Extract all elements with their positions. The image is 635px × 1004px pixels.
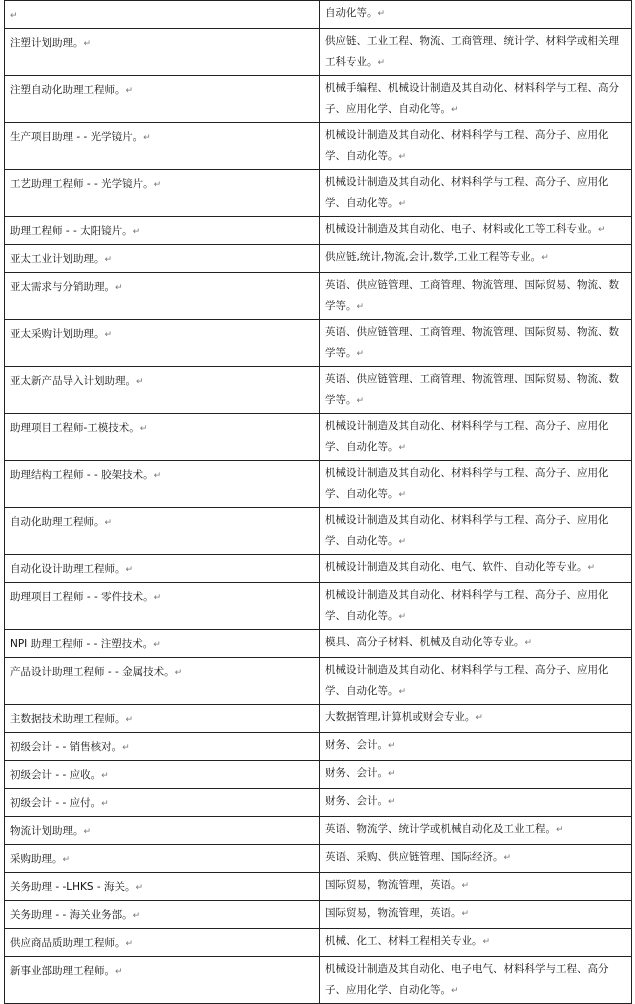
- table-row: [5, 817, 632, 845]
- table-row: [5, 367, 632, 414]
- major-cell: [320, 76, 632, 123]
- paragraph-mark-icon: ↵: [101, 799, 109, 809]
- table-row: [5, 789, 632, 817]
- paragraph-mark-icon: ↵: [398, 687, 407, 697]
- major-requirement: 财务、会计。: [325, 795, 388, 807]
- major-cell: [320, 658, 632, 705]
- table-row: [5, 76, 632, 123]
- major-cell: [320, 957, 632, 1004]
- paragraph-mark-icon: ↵: [398, 612, 407, 622]
- paragraph-mark-icon: ↵: [398, 490, 407, 500]
- major-cell: [320, 29, 632, 76]
- major-cell: [320, 123, 632, 170]
- table-row: [5, 705, 632, 733]
- paragraph-mark-icon: ↵: [451, 986, 459, 996]
- major-requirement: 机械手编程、机械设计制造及其自动化、材料科学与工程、高分子、应用化学、自动化等。: [325, 82, 619, 115]
- position-cell: [5, 29, 320, 76]
- paragraph-mark-icon: ↵: [135, 883, 144, 893]
- major-cell: [320, 630, 632, 658]
- major-cell: [320, 320, 632, 367]
- major-requirement: 机械设计制造及其自动化、材料科学与工程、高分子、应用化学、自动化等。: [325, 514, 609, 547]
- position-name: 亚太工业计划助理。: [10, 253, 105, 265]
- table-row: [5, 1, 632, 29]
- major-requirement: 供应链,统计,物流,会计,数学,工业工程等专业。: [325, 251, 542, 263]
- table-row: [5, 217, 632, 245]
- position-cell: [5, 555, 320, 583]
- paragraph-mark-icon: ↵: [153, 640, 161, 650]
- table-row: [5, 273, 632, 320]
- paragraph-mark-icon: ↵: [598, 225, 606, 235]
- major-requirement: 机械设计制造及其自动化、材料科学与工程、高分子、应用化学、自动化等。: [325, 467, 609, 500]
- table-row: [5, 583, 632, 630]
- paragraph-mark-icon: ↵: [153, 593, 162, 603]
- major-cell: [320, 1, 632, 29]
- position-name: 新事业部助理工程师。: [10, 965, 115, 977]
- paragraph-mark-icon: ↵: [388, 769, 396, 779]
- major-requirement: 机械、化工、材料工程相关专业。: [325, 935, 483, 947]
- paragraph-mark-icon: ↵: [398, 443, 407, 453]
- major-requirement: 自动化等。: [325, 7, 378, 19]
- table-row: [5, 320, 632, 367]
- paragraph-mark-icon: ↵: [136, 377, 144, 387]
- position-name: 生产项目助理 - - 光学镜片。: [10, 131, 144, 143]
- major-cell: [320, 414, 632, 461]
- major-requirement: 机械设计制造及其自动化、电子、材料或化工等工科专业。: [325, 223, 598, 235]
- major-cell: [320, 733, 632, 761]
- major-cell: [320, 929, 632, 957]
- paragraph-mark-icon: ↵: [475, 713, 483, 723]
- major-cell: [320, 845, 632, 873]
- major-cell: [320, 245, 632, 273]
- major-requirement: 英语、供应链管理、工商管理、物流管理、国际贸易、物流、数学等。: [325, 279, 619, 312]
- position-name: 助理工程师 - - 太阳镜片。: [10, 225, 133, 237]
- paragraph-mark-icon: ↵: [398, 537, 407, 547]
- table-row: [5, 170, 632, 217]
- table-row: [5, 29, 632, 76]
- position-name: 关务助理 - - 海关业务部。: [10, 909, 133, 921]
- position-cell: [5, 170, 320, 217]
- table-row: [5, 245, 632, 273]
- major-cell: [320, 170, 632, 217]
- table-row: [5, 845, 632, 873]
- document-page: [4, 0, 631, 1004]
- paragraph-mark-icon: ↵: [125, 86, 134, 96]
- major-cell: [320, 817, 632, 845]
- position-cell: [5, 789, 320, 817]
- paragraph-mark-icon: ↵: [398, 152, 407, 162]
- position-name: 初级会计 - - 应付。: [10, 797, 102, 809]
- paragraph-mark-icon: ↵: [83, 39, 92, 49]
- position-name: 采购助理。: [10, 853, 63, 865]
- paragraph-mark-icon: ↵: [377, 58, 386, 68]
- major-cell: [320, 705, 632, 733]
- major-requirement: 英语、供应链管理、工商管理、物流管理、国际贸易、物流、数学等。: [325, 326, 619, 359]
- paragraph-mark-icon: ↵: [153, 471, 162, 481]
- position-cell: [5, 583, 320, 630]
- position-cell: [5, 761, 320, 789]
- major-cell: [320, 273, 632, 320]
- paragraph-mark-icon: ↵: [104, 518, 113, 528]
- table-row: [5, 901, 632, 929]
- paragraph-mark-icon: ↵: [556, 825, 564, 835]
- position-name: 初级会计 - - 销售核对。: [10, 741, 123, 753]
- paragraph-mark-icon: ↵: [139, 424, 148, 434]
- major-requirement: 机械设计制造及其自动化、材料科学与工程、高分子、应用化学、自动化等。: [325, 664, 609, 697]
- paragraph-mark-icon: ↵: [451, 105, 459, 115]
- paragraph-mark-icon: ↵: [461, 909, 470, 919]
- paragraph-mark-icon: ↵: [174, 668, 183, 678]
- position-cell: [5, 658, 320, 705]
- paragraph-mark-icon: ↵: [83, 827, 92, 837]
- paragraph-mark-icon: ↵: [62, 855, 71, 865]
- position-name: 助理结构工程师 - - 胶架技术。: [10, 469, 154, 481]
- position-name: 亚太需求与分销助理。: [10, 281, 115, 293]
- paragraph-mark-icon: ↵: [122, 743, 130, 753]
- paragraph-mark-icon: ↵: [356, 302, 365, 312]
- paragraph-mark-icon: ↵: [104, 255, 113, 265]
- position-cell: [5, 929, 320, 957]
- position-name: 亚太新产品导入计划助理。: [10, 375, 136, 387]
- table-row: [5, 873, 632, 901]
- position-name: 产品设计助理工程师 - - 金属技术。: [10, 666, 175, 678]
- paragraph-mark-icon: ↵: [132, 227, 141, 237]
- major-cell: [320, 367, 632, 414]
- table-row: [5, 658, 632, 705]
- position-name: 助理项目工程师-工模技术。: [10, 422, 140, 434]
- position-cell: [5, 273, 320, 320]
- position-cell: [5, 957, 320, 1004]
- table-row: [5, 123, 632, 170]
- paragraph-mark-icon: ↵: [125, 565, 134, 575]
- major-requirement: 国际贸易，物流管理，英语。: [325, 879, 462, 891]
- paragraph-mark-icon: ↵: [541, 253, 549, 263]
- paragraph-mark-icon: ↵: [388, 741, 396, 751]
- position-cell: [5, 705, 320, 733]
- paragraph-mark-icon: ↵: [587, 563, 596, 573]
- paragraph-mark-icon: ↵: [356, 396, 365, 406]
- position-cell: [5, 873, 320, 901]
- position-cell: [5, 1, 320, 29]
- paragraph-mark-icon: ↵: [115, 967, 123, 977]
- major-requirement: 机械设计制造及其自动化、材料科学与工程、高分子、应用化学、自动化等。: [325, 176, 609, 209]
- position-name: 注塑自动化助理工程师。: [10, 84, 126, 96]
- major-requirement: 英语、供应链管理、工商管理、物流管理、国际贸易、物流、数学等。: [325, 373, 619, 406]
- major-cell: [320, 873, 632, 901]
- paragraph-mark-icon: ↵: [143, 133, 151, 143]
- major-cell: [320, 901, 632, 929]
- position-name: 初级会计 - - 应收。: [10, 769, 102, 781]
- paragraph-mark-icon: ↵: [388, 797, 396, 807]
- position-name: 注塑计划助理。: [10, 37, 84, 49]
- position-name: 物流计划助理。: [10, 825, 84, 837]
- position-name: 亚太采购计划助理。: [10, 328, 105, 340]
- position-name: NPI 助理工程师 - - 注塑技术。: [10, 638, 154, 650]
- table-row: [5, 630, 632, 658]
- major-requirement: 国际贸易，物流管理，英语。: [325, 907, 462, 919]
- paragraph-mark-icon: ↵: [104, 330, 113, 340]
- position-cell: [5, 817, 320, 845]
- table-row: [5, 929, 632, 957]
- position-cell: [5, 845, 320, 873]
- position-name: 关务助理 - -LHKS - 海关。: [10, 881, 136, 893]
- table-row: [5, 733, 632, 761]
- position-name: 供应商品质助理工程师。: [10, 937, 126, 949]
- major-cell: [320, 789, 632, 817]
- position-cell: [5, 733, 320, 761]
- position-cell: [5, 630, 320, 658]
- position-name: 自动化助理工程师。: [10, 516, 105, 528]
- major-cell: [320, 217, 632, 245]
- major-requirement: 机械设计制造及其自动化、电子电气、材料科学与工程、高分子、应用化学、自动化等。: [325, 963, 609, 996]
- position-cell: [5, 76, 320, 123]
- paragraph-mark-icon: ↵: [10, 11, 18, 21]
- paragraph-mark-icon: ↵: [132, 911, 141, 921]
- major-requirement: 模具、高分子材料、机械及自动化等专业。: [325, 636, 525, 648]
- table-row: [5, 761, 632, 789]
- position-major-table: [4, 0, 632, 1004]
- position-name: 工艺助理工程师 - - 光学镜片。: [10, 178, 154, 190]
- paragraph-mark-icon: ↵: [356, 349, 365, 359]
- major-cell: [320, 761, 632, 789]
- table-body: [5, 1, 632, 1004]
- paragraph-mark-icon: ↵: [377, 9, 386, 19]
- paragraph-mark-icon: ↵: [482, 937, 491, 947]
- major-requirement: 机械设计制造及其自动化、材料科学与工程、高分子、应用化学、自动化等。: [325, 129, 609, 162]
- position-cell: [5, 320, 320, 367]
- major-requirement: 大数据管理,计算机或财会专业。: [325, 711, 476, 723]
- paragraph-mark-icon: ↵: [398, 199, 407, 209]
- position-name: 主数据技术助理工程师。: [10, 713, 126, 725]
- position-name: 自动化设计助理工程师。: [10, 563, 126, 575]
- position-cell: [5, 508, 320, 555]
- major-requirement: 财务、会计。: [325, 739, 388, 751]
- position-cell: [5, 414, 320, 461]
- major-requirement: 财务、会计。: [325, 767, 388, 779]
- major-cell: [320, 583, 632, 630]
- major-requirement: 机械设计制造及其自动化、电气、软件、自动化等专业。: [325, 561, 588, 573]
- paragraph-mark-icon: ↵: [115, 283, 123, 293]
- paragraph-mark-icon: ↵: [125, 939, 134, 949]
- table-row: [5, 957, 632, 1004]
- paragraph-mark-icon: ↵: [153, 180, 162, 190]
- paragraph-mark-icon: ↵: [461, 881, 470, 891]
- major-requirement: 英语、采购、供应链管理、国际经济。: [325, 851, 504, 863]
- table-row: [5, 461, 632, 508]
- major-requirement: 机械设计制造及其自动化、材料科学与工程、高分子、应用化学、自动化等。: [325, 420, 609, 453]
- table-row: [5, 508, 632, 555]
- major-requirement: 英语、物流学、统计学或机械自动化及工业工程。: [325, 823, 556, 835]
- major-cell: [320, 461, 632, 508]
- table-row: [5, 414, 632, 461]
- position-cell: [5, 901, 320, 929]
- position-cell: [5, 461, 320, 508]
- position-cell: [5, 217, 320, 245]
- table-row: [5, 555, 632, 583]
- paragraph-mark-icon: ↵: [125, 715, 134, 725]
- major-cell: [320, 555, 632, 583]
- position-cell: [5, 245, 320, 273]
- position-name: 助理项目工程师 - - 零件技术。: [10, 591, 154, 603]
- paragraph-mark-icon: ↵: [101, 771, 109, 781]
- paragraph-mark-icon: ↵: [524, 638, 533, 648]
- position-cell: [5, 367, 320, 414]
- major-cell: [320, 508, 632, 555]
- major-requirement: 供应链、工业工程、物流、工商管理、统计学、材料学或相关理工科专业。: [325, 35, 619, 68]
- major-requirement: 机械设计制造及其自动化、材料科学与工程、高分子、应用化学、自动化等。: [325, 589, 609, 622]
- position-cell: [5, 123, 320, 170]
- paragraph-mark-icon: ↵: [503, 853, 512, 863]
